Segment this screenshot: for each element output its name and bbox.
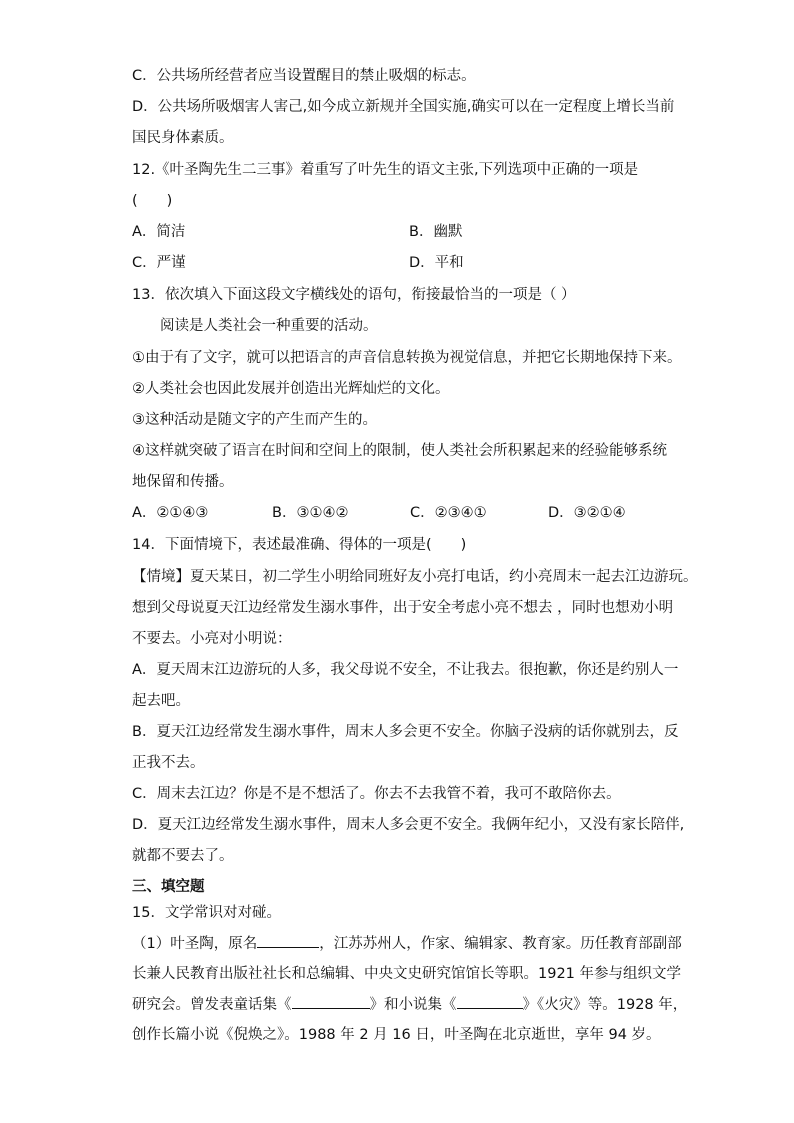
q15-line4: 创作长篇小说《倪焕之》。1988 年 2 月 16 日，叶圣陶在北京逝世，享年 94 岁。 <box>132 1027 661 1043</box>
q14-context-line1: 【情境】夏天某日，初二学生小明给同班好友小亮打电话，约小亮周末一起去江边游玩。 <box>132 569 698 585</box>
q14-option-b-line2: 正我不去。 <box>132 755 205 771</box>
q14-context-line2: 想到父母说夏天江边经常发生溺水事件，出于安全考虑小亮不想去 ，同时也想劝小明 <box>132 600 674 616</box>
q13-sentence-3: ③这种活动是随文字的产生而产生的。 <box>132 412 377 428</box>
q12-answer-paren: ( ) <box>132 193 173 209</box>
q13-sentence-4-line1: ④这样就突破了语言在时间和空间上的限制，使人类社会所积累起来的经验能够系统 <box>132 443 667 459</box>
q13-stem: 13．依次填入下面这段文字横线处的语句，衔接最恰当的一项是（ ） <box>132 287 576 303</box>
novel-collection-title-blank[interactable] <box>457 994 523 1009</box>
q14-option-a-line2: 起去吧。 <box>132 693 190 709</box>
q14-context-line3: 不要去。小亮对小明说： <box>132 631 292 647</box>
q14-option-d-line2: 就都不要去了。 <box>132 848 234 864</box>
fairy-tale-title-blank[interactable] <box>292 994 370 1009</box>
q13-option-a: A．②①④③ <box>132 505 209 521</box>
q15-line3-text-a: 研究会。曾发表童话集《 <box>132 997 292 1013</box>
q13-passage: 阅读是人类社会一种重要的活动。 <box>160 318 378 334</box>
q15-line1-text-b: ，江苏苏州人，作家、编辑家、教育家。历任教育部副部 <box>319 936 682 952</box>
q15-line1 <box>132 933 682 954</box>
q13-option-c: C．②③④① <box>410 505 487 521</box>
q11-option-d-line1: D．公共场所吸烟害人害己,如今成立新规并全国实施,确实可以在一定程度上增长当前 <box>132 99 675 115</box>
q14-option-b-line1: B．夏天江边经常发生溺水事件，周末人多会更不安全。你脑子没病的话你就别去，反 <box>132 724 679 740</box>
q15-line2: 长兼人民教育出版社社长和总编辑、中央文史研究馆馆长等职。1921 年参与组织文学 <box>132 966 682 982</box>
q15-line3 <box>132 994 687 1015</box>
q13-sentence-4-line2: 地保留和传播。 <box>132 474 234 490</box>
q15-line3-text-c: 》《火灾》等。1928 年， <box>522 997 688 1013</box>
q15-stem: 15．文学常识对对碰。 <box>132 905 281 921</box>
q12-stem: 12.《叶圣陶先生二三事》着重写了叶先生的语文主张,下列选项中正确的一项是 <box>132 162 639 178</box>
q15-line1-text-a: （1）叶圣陶，原名 <box>132 936 258 952</box>
q13-option-d: D．③②①④ <box>548 505 626 521</box>
q13-option-b: B．③①④② <box>272 505 349 521</box>
q14-option-c: C．周末去江边？你是不是不想活了。你去不去我管不着，我可不敢陪你去。 <box>132 786 621 802</box>
original-name-blank[interactable] <box>257 933 319 948</box>
q11-option-c: C．公共场所经营者应当设置醒目的禁止吸烟的标志。 <box>132 68 476 84</box>
q14-stem: 14．下面情境下，表述最准确、得体的一项是( ) <box>132 537 467 553</box>
q12-option-a: A．简洁 <box>132 224 186 240</box>
q15-line3-text-b: 》和小说集《 <box>369 997 457 1013</box>
q12-option-c: C．严谨 <box>132 255 186 271</box>
section-heading: 三、填空题 <box>132 879 205 895</box>
q14-option-d-line1: D．夏天江边经常发生溺水事件，周末人多会更不安全。我俩年纪小，又没有家长陪伴, <box>132 817 685 833</box>
q12-option-b: B．幽默 <box>409 224 463 240</box>
q11-option-d-line2: 国民身体素质。 <box>132 130 234 146</box>
q12-option-d: D．平和 <box>409 255 464 271</box>
q14-option-a-line1: A．夏天周末江边游玩的人多，我父母说不安全，不让我去。很抱歉，你还是约别人一 <box>132 662 679 678</box>
q13-sentence-2: ②人类社会也因此发展并创造出光辉灿烂的文化。 <box>132 381 450 397</box>
q13-sentence-1: ①由于有了文字，就可以把语言的声音信息转换为视觉信息，并把它长期地保持下来。 <box>132 350 682 366</box>
